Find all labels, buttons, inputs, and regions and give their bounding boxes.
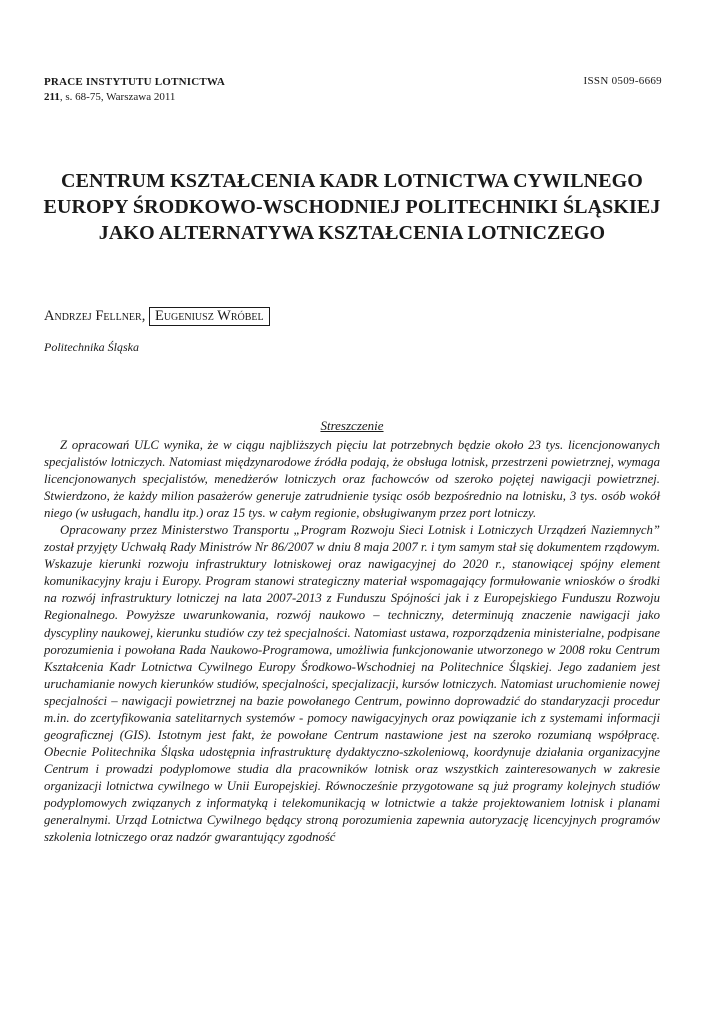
journal-header	[44, 75, 225, 105]
issue-number: 211	[44, 91, 60, 103]
author-name: Andrzej Fellner	[44, 308, 142, 324]
issue-details: , s. 68-75, Warszawa 2011	[59, 91, 176, 103]
journal-name: PRACE INSTYTUTU LOTNICTWA	[44, 76, 226, 88]
affiliation: Politechnika Śląska	[44, 340, 139, 354]
title-line: EUROPY ŚRODKOWO-WSCHODNIEJ POLITECHNIKI ŚLĄSKIEJ	[43, 196, 661, 218]
paper-title	[40, 168, 664, 246]
author-list	[44, 308, 270, 325]
abstract-body	[44, 437, 660, 846]
issn: ISSN 0509-6669	[583, 75, 662, 87]
abstract-paragraph: Z opracowań ULC wynika, że w ciągu najbliższych pięciu lat potrzebnych będzie około 23 tys. licencjonowanych specjalistów lotniczych. Natomiast międzynarodowe źródła podają, że obsługa lotnisk, przestrzeni powietrznej, wymaga licencjonowanych specjalistów, menedżerów lotniczych oraz fachowców od szeroko pojętej nawigacji powietrznej. Stwierdzono, że każdy milion pasażerów generuje zatrudnienie tysiąc osób bezpośrednio na lotnisku, 3 tys. osób wokół niego (w usługach, handlu itp.) oraz 15 tys. w całym regionie, obsługiwanym przez port lotniczy.	[44, 438, 660, 521]
abstract-heading: Streszczenie	[320, 418, 384, 433]
author-separator: ,	[141, 308, 149, 324]
abstract-paragraph: Opracowany przez Ministerstwo Transportu „Program Rozwoju Sieci Lotnisk i Lotniczych Urządzeń Naziemnych” został przyjęty Uchwałą Rady Ministrów Nr 86/2007 w dniu 8 maja 2007 r. i tym samym stał się dokumentem rządowym. Wskazuje kierunki rozwoju infrastruktury lotniskowej oraz nawigacyjnej do 2020 r., stanowiącej spójny element komunikacyjny kraju i Europy. Program stanowi strategiczny materiał wspomagający formułowanie wniosków o środki na rozwój infrastruktury lotniczej na lata 2007-2013 z Funduszu Spójności jak i z Europejskiego Funduszu Rozwoju Regionalnego. Powyższe uwarunkowania, rozwój naukowo – techniczny, determinują znaczenie nawigacji jako dyscypliny naukowej, kierunku studiów czy też specjalności. Natomiast ustawa, rozporządzenia ministerialne, podpisane porozumienia i powołana Rada Naukowo-Programowa, umożliwia funkcjonowanie utworzonego w 2008 roku Centrum Kształcenia Kadr Lotnictwa Cywilnego Europy Środkowo-Wschodniej na Politechnice Śląskiej. Jego zadaniem jest uruchamianie nowych kierunków studiów, specjalności, specjalizacji, kursów lotniczych. Natomiast uruchomienie nowej specjalności – nawigacji powietrznej na bazie powołanego Centrum, powinno doprowadzić do standaryzacji procedur m.in. do zcertyfikowania satelitarnych systemów - pomocy nawigacyjnych oraz powiązanie ich z systemami informacji geograficznej (GIS). Istotnym jest fakt, że powołane Centrum nastawione jest na szeroko rozumianą współpracę. Obecnie Politechnika Śląska udostępnia infrastrukturę dydaktyczno-szkoleniową, koordynuje działania organizacyjne Centrum i prowadzi podyplomowe studia dla pracowników lotnisk oraz wszystkich zainteresowanych w zakresie organizacji lotnictwa cywilnego w Unii Europejskiej. Równocześnie przygotowane są już programy kolejnych studiów podyplomowych związanych z informatyką i telekomunikacją w lotnictwie a także projektowaniem lotnisk i planami generalnymi. Urząd Lotnictwa Cywilnego będący stroną porozumienia zapewnia autoryzację licencyjnych programów szkolenia lotniczego oraz nadzór gwarantujący zgodność	[44, 523, 660, 845]
author-name-highlighted: Eugeniusz Wróbel	[149, 307, 270, 326]
title-line: JAKO ALTERNATYWA KSZTAŁCENIA LOTNICZEGO	[98, 222, 606, 244]
issue-info	[44, 90, 225, 105]
title-line: CENTRUM KSZTAŁCENIA KADR LOTNICTWA CYWILNEGO	[61, 170, 643, 192]
